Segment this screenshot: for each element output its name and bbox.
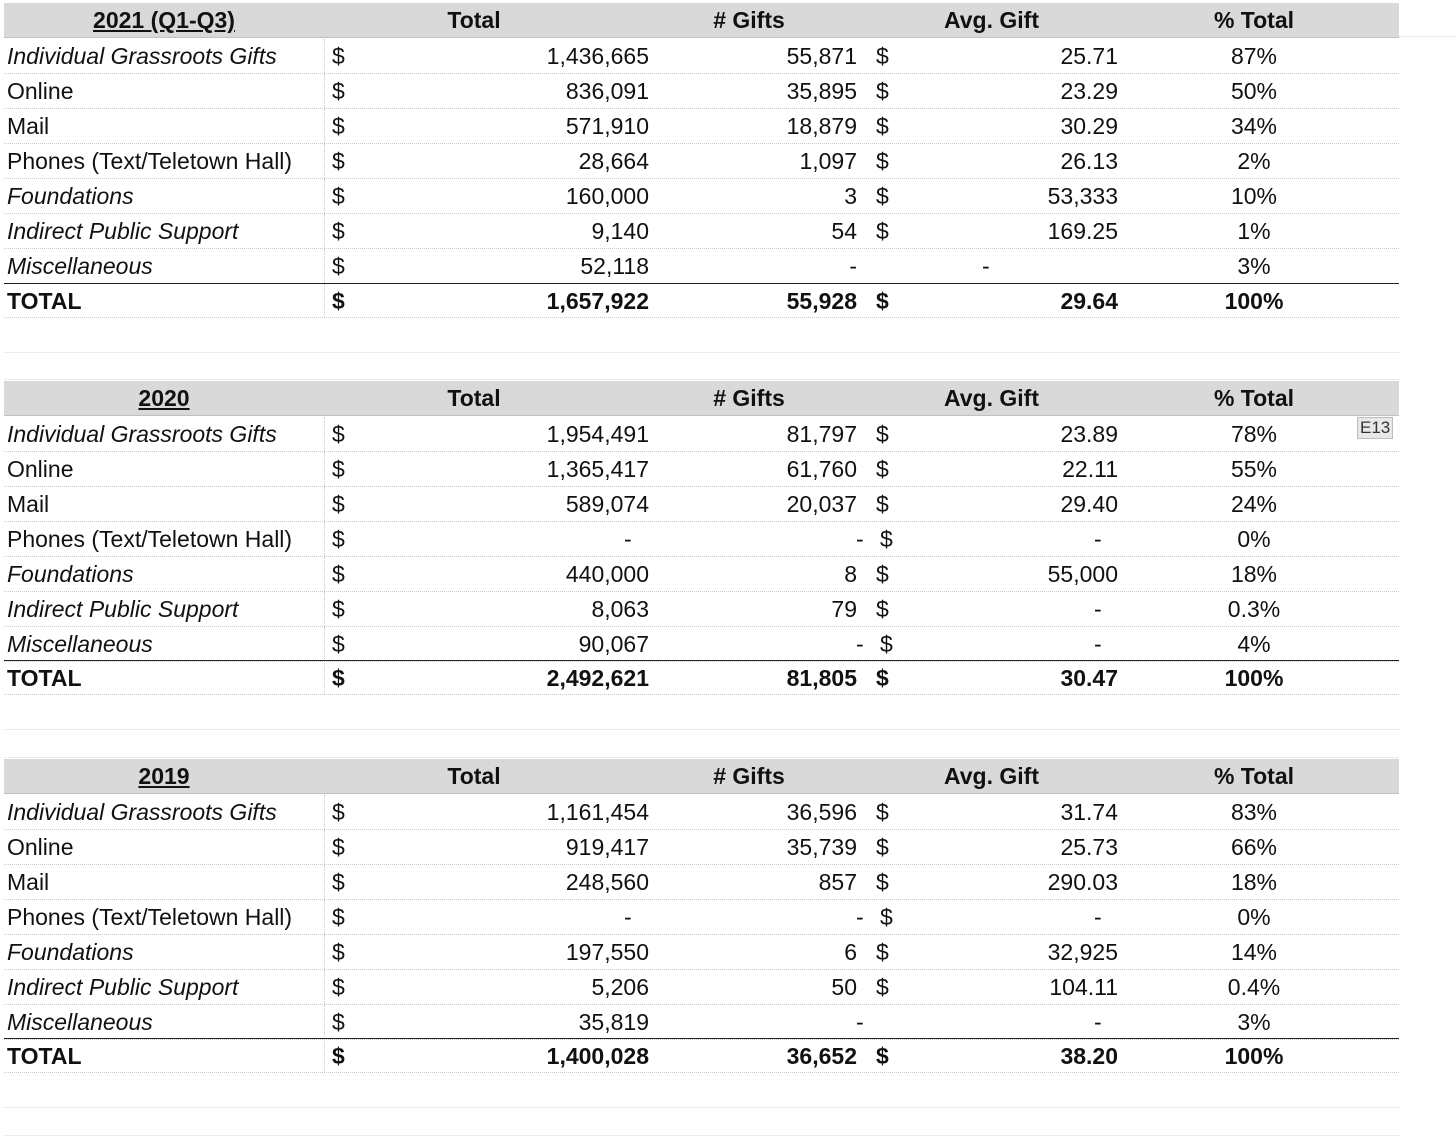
- gifts-cell[interactable]: -: [856, 1009, 864, 1035]
- currency-symbol: $: [880, 526, 893, 552]
- currency-symbol: $: [876, 288, 889, 314]
- currency-symbol: $: [332, 288, 345, 314]
- empty-row[interactable]: [4, 727, 1399, 758]
- avg-gift-cell[interactable]: -: [1094, 596, 1102, 622]
- currency-symbol: $: [332, 421, 345, 447]
- pct-total-cell[interactable]: 24%: [1230, 491, 1278, 517]
- total-cell[interactable]: 28,664: [578, 148, 649, 174]
- currency-symbol: $: [876, 596, 889, 622]
- row-label[interactable]: Foundations: [7, 939, 134, 965]
- avg-gift-cell[interactable]: 23.89: [1060, 421, 1118, 447]
- currency-symbol: $: [876, 113, 889, 139]
- row-label[interactable]: Mail: [7, 113, 50, 139]
- col-header-total[interactable]: Total: [447, 763, 501, 789]
- total-cell[interactable]: 52,118: [580, 253, 649, 279]
- row-label[interactable]: Indirect Public Support: [7, 596, 239, 622]
- empty-row[interactable]: [4, 349, 1399, 380]
- gifts-cell[interactable]: 1,097: [799, 148, 857, 174]
- empty-row[interactable]: [4, 1105, 1399, 1136]
- empty-row[interactable]: [4, 695, 1399, 730]
- avg-gift-cell[interactable]: 31.74: [1060, 799, 1118, 825]
- avg-gift-cell[interactable]: 30.47: [1060, 665, 1118, 691]
- col-header-gifts[interactable]: # Gifts: [713, 7, 785, 33]
- gifts-cell[interactable]: 81,805: [786, 665, 857, 691]
- grid-edge-line: [1399, 36, 1456, 37]
- gifts-cell[interactable]: 35,739: [786, 834, 857, 860]
- pct-total-cell[interactable]: 100%: [1224, 288, 1284, 314]
- total-row[interactable]: [4, 1038, 1399, 1073]
- total-cell[interactable]: -: [624, 904, 632, 930]
- pct-total-cell[interactable]: 3%: [1237, 253, 1271, 279]
- currency-symbol: $: [876, 421, 889, 447]
- currency-symbol: $: [332, 148, 345, 174]
- total-cell[interactable]: 2,492,621: [546, 665, 649, 691]
- total-cell[interactable]: 440,000: [565, 561, 649, 587]
- currency-symbol: $: [876, 665, 889, 691]
- col-header-total[interactable]: Total: [447, 7, 501, 33]
- gifts-cell[interactable]: 54: [831, 218, 857, 244]
- pct-total-cell[interactable]: 4%: [1237, 631, 1271, 657]
- currency-symbol: $: [880, 631, 893, 657]
- gifts-cell[interactable]: 3: [844, 183, 857, 209]
- gifts-cell[interactable]: 35,895: [786, 78, 857, 104]
- avg-gift-cell[interactable]: 53,333: [1047, 183, 1118, 209]
- currency-symbol: $: [332, 939, 345, 965]
- avg-gift-cell[interactable]: 23.29: [1060, 78, 1118, 104]
- section-year-heading[interactable]: 2020: [138, 385, 190, 411]
- row-label[interactable]: Miscellaneous: [7, 253, 153, 279]
- gifts-cell[interactable]: 857: [818, 869, 857, 895]
- total-cell[interactable]: 248,560: [565, 869, 649, 895]
- col-header-avg-gift[interactable]: Avg. Gift: [944, 763, 1039, 789]
- currency-symbol: $: [876, 78, 889, 104]
- gifts-cell[interactable]: -: [856, 526, 864, 552]
- col-header-pct-total[interactable]: % Total: [1213, 385, 1295, 411]
- currency-symbol: $: [332, 869, 345, 895]
- pct-total-cell[interactable]: 0%: [1237, 526, 1271, 552]
- currency-symbol: $: [332, 253, 345, 279]
- pct-total-cell[interactable]: 3%: [1237, 1009, 1271, 1035]
- total-cell[interactable]: 836,091: [565, 78, 649, 104]
- row-label[interactable]: Phones (Text/Teletown Hall): [7, 526, 293, 552]
- gifts-cell[interactable]: 20,037: [786, 491, 857, 517]
- total-row[interactable]: [4, 283, 1399, 318]
- currency-symbol: $: [876, 491, 889, 517]
- currency-symbol: $: [332, 218, 345, 244]
- total-cell[interactable]: 589,074: [565, 491, 649, 517]
- row-label[interactable]: Foundations: [7, 183, 134, 209]
- row-label[interactable]: Mail: [7, 869, 50, 895]
- total-cell[interactable]: 197,550: [565, 939, 649, 965]
- currency-symbol: $: [332, 183, 345, 209]
- gifts-cell[interactable]: 81,797: [786, 421, 857, 447]
- gifts-cell[interactable]: 55,871: [786, 43, 857, 69]
- table-row[interactable]: [4, 900, 1399, 935]
- avg-gift-cell[interactable]: 38.20: [1060, 1043, 1118, 1069]
- col-header-gifts[interactable]: # Gifts: [713, 763, 785, 789]
- gifts-cell[interactable]: -: [849, 253, 857, 279]
- currency-symbol: $: [876, 974, 889, 1000]
- col-header-total[interactable]: Total: [447, 385, 501, 411]
- col-header-pct-total[interactable]: % Total: [1213, 7, 1295, 33]
- pct-total-cell[interactable]: 1%: [1237, 218, 1271, 244]
- currency-symbol: $: [880, 904, 893, 930]
- row-label[interactable]: TOTAL: [7, 288, 82, 314]
- currency-symbol: $: [876, 939, 889, 965]
- total-cell[interactable]: 1,161,454: [546, 799, 649, 825]
- gifts-cell[interactable]: 61,760: [786, 456, 857, 482]
- currency-symbol: $: [876, 456, 889, 482]
- pct-total-cell[interactable]: 0%: [1237, 904, 1271, 930]
- row-label[interactable]: TOTAL: [7, 1043, 82, 1069]
- pct-total-cell[interactable]: 14%: [1230, 939, 1278, 965]
- row-label[interactable]: Phones (Text/Teletown Hall): [7, 904, 293, 930]
- col-header-pct-total[interactable]: % Total: [1213, 763, 1295, 789]
- avg-gift-cell[interactable]: 22.11: [1062, 456, 1118, 482]
- gifts-cell[interactable]: -: [856, 631, 864, 657]
- pct-total-cell[interactable]: 0.4%: [1227, 974, 1281, 1000]
- col-header-gifts[interactable]: # Gifts: [713, 385, 785, 411]
- gifts-cell[interactable]: 36,596: [786, 799, 857, 825]
- table-row[interactable]: [4, 830, 1399, 865]
- row-label[interactable]: Online: [7, 834, 74, 860]
- pct-total-cell[interactable]: 0.3%: [1227, 596, 1281, 622]
- table-row[interactable]: [4, 487, 1399, 522]
- avg-gift-cell[interactable]: 169.25: [1047, 218, 1118, 244]
- table-row[interactable]: [4, 179, 1399, 214]
- table-row[interactable]: [4, 865, 1399, 900]
- section-year-heading[interactable]: 2021 (Q1-Q3): [93, 7, 235, 33]
- row-label[interactable]: TOTAL: [7, 665, 82, 691]
- table-row[interactable]: [4, 935, 1399, 970]
- pct-total-cell[interactable]: 87%: [1230, 43, 1278, 69]
- currency-symbol: $: [332, 665, 345, 691]
- row-label[interactable]: Miscellaneous: [7, 1009, 153, 1035]
- row-label[interactable]: Indirect Public Support: [7, 974, 239, 1000]
- table-row[interactable]: [4, 970, 1399, 1005]
- pct-total-cell[interactable]: 78%: [1230, 421, 1278, 447]
- total-cell[interactable]: 919,417: [565, 834, 649, 860]
- avg-gift-cell[interactable]: 55,000: [1047, 561, 1118, 587]
- gifts-cell[interactable]: 18,879: [786, 113, 857, 139]
- total-cell[interactable]: 35,819: [578, 1009, 649, 1035]
- gifts-cell[interactable]: 6: [844, 939, 857, 965]
- table-row[interactable]: [4, 144, 1399, 179]
- currency-symbol: $: [876, 799, 889, 825]
- cell-reference-tag: E13: [1357, 417, 1393, 439]
- pct-total-cell[interactable]: 18%: [1230, 561, 1278, 587]
- row-label[interactable]: Individual Grassroots Gifts: [7, 421, 277, 447]
- avg-gift-dash[interactable]: -: [982, 253, 990, 279]
- row-label[interactable]: Online: [7, 456, 74, 482]
- table-row[interactable]: [4, 452, 1399, 487]
- pct-total-cell[interactable]: 18%: [1230, 869, 1278, 895]
- avg-gift-cell[interactable]: -: [1094, 526, 1102, 552]
- table-row[interactable]: [4, 557, 1399, 592]
- table-row[interactable]: [4, 627, 1399, 662]
- total-cell[interactable]: 90,067: [578, 631, 649, 657]
- pct-total-cell[interactable]: 100%: [1224, 1043, 1284, 1069]
- row-label[interactable]: Foundations: [7, 561, 134, 587]
- pct-total-cell[interactable]: 10%: [1230, 183, 1278, 209]
- section-year-heading[interactable]: 2019: [138, 763, 190, 789]
- pct-total-cell[interactable]: 100%: [1224, 665, 1284, 691]
- row-label[interactable]: Individual Grassroots Gifts: [7, 799, 277, 825]
- table-row[interactable]: [4, 522, 1399, 557]
- pct-total-cell[interactable]: 66%: [1230, 834, 1278, 860]
- avg-gift-cell[interactable]: 104.11: [1049, 974, 1118, 1000]
- table-row[interactable]: [4, 795, 1399, 830]
- avg-gift-cell[interactable]: 32,925: [1047, 939, 1118, 965]
- row-label[interactable]: Miscellaneous: [7, 631, 153, 657]
- gifts-cell[interactable]: 79: [831, 596, 857, 622]
- gifts-cell[interactable]: -: [856, 904, 864, 930]
- currency-symbol: $: [332, 904, 345, 930]
- gifts-cell[interactable]: 36,652: [786, 1043, 857, 1069]
- avg-gift-cell[interactable]: 30.29: [1060, 113, 1118, 139]
- avg-gift-cell[interactable]: -: [1094, 904, 1102, 930]
- total-cell[interactable]: -: [624, 526, 632, 552]
- currency-symbol: $: [332, 834, 345, 860]
- currency-symbol: $: [332, 1043, 345, 1069]
- currency-symbol: $: [876, 1043, 889, 1069]
- total-cell[interactable]: 8,063: [591, 596, 649, 622]
- avg-gift-cell[interactable]: 290.03: [1047, 869, 1118, 895]
- currency-symbol: $: [332, 596, 345, 622]
- currency-symbol: $: [332, 491, 345, 517]
- avg-gift-cell[interactable]: 29.64: [1060, 288, 1118, 314]
- currency-symbol: $: [332, 78, 345, 104]
- empty-row[interactable]: [4, 1073, 1399, 1108]
- section-header-row[interactable]: [4, 759, 1399, 794]
- table-row[interactable]: [4, 417, 1399, 452]
- col-header-avg-gift[interactable]: Avg. Gift: [944, 385, 1039, 411]
- col-header-avg-gift[interactable]: Avg. Gift: [944, 7, 1039, 33]
- total-row[interactable]: [4, 660, 1399, 695]
- avg-gift-cell[interactable]: -: [1094, 1009, 1102, 1035]
- row-label[interactable]: Individual Grassroots Gifts: [7, 43, 277, 69]
- total-cell[interactable]: 571,910: [565, 113, 649, 139]
- currency-symbol: $: [332, 456, 345, 482]
- currency-symbol: $: [876, 869, 889, 895]
- currency-symbol: $: [876, 148, 889, 174]
- currency-symbol: $: [876, 183, 889, 209]
- currency-symbol: $: [332, 974, 345, 1000]
- total-cell[interactable]: 1,365,417: [546, 456, 649, 482]
- currency-symbol: $: [332, 799, 345, 825]
- table-row[interactable]: [4, 109, 1399, 144]
- currency-symbol: $: [332, 43, 345, 69]
- pct-total-cell[interactable]: 34%: [1230, 113, 1278, 139]
- gifts-cell[interactable]: 55,928: [786, 288, 857, 314]
- table-row[interactable]: [4, 249, 1399, 284]
- currency-symbol: $: [332, 113, 345, 139]
- total-cell[interactable]: 5,206: [591, 974, 649, 1000]
- currency-symbol: $: [332, 1009, 345, 1035]
- empty-row[interactable]: [4, 318, 1399, 353]
- gifts-cell[interactable]: 8: [844, 561, 857, 587]
- currency-symbol: $: [332, 526, 345, 552]
- row-label[interactable]: Phones (Text/Teletown Hall): [7, 148, 293, 174]
- pct-total-cell[interactable]: 83%: [1230, 799, 1278, 825]
- table-row[interactable]: [4, 214, 1399, 249]
- avg-gift-cell[interactable]: 26.13: [1060, 148, 1118, 174]
- table-row[interactable]: [4, 74, 1399, 109]
- pct-total-cell[interactable]: 55%: [1230, 456, 1278, 482]
- row-label[interactable]: Online: [7, 78, 74, 104]
- avg-gift-cell[interactable]: -: [1094, 631, 1102, 657]
- table-row[interactable]: [4, 39, 1399, 74]
- total-cell[interactable]: 9,140: [591, 218, 649, 244]
- avg-gift-cell[interactable]: 29.40: [1060, 491, 1118, 517]
- currency-symbol: $: [332, 631, 345, 657]
- table-row[interactable]: [4, 592, 1399, 627]
- total-cell[interactable]: 1,400,028: [546, 1043, 649, 1069]
- section-header-row[interactable]: [4, 381, 1399, 416]
- row-label[interactable]: Mail: [7, 491, 50, 517]
- currency-symbol: $: [876, 561, 889, 587]
- gifts-cell[interactable]: 50: [831, 974, 857, 1000]
- total-cell[interactable]: 1,657,922: [546, 288, 649, 314]
- pct-total-cell[interactable]: 50%: [1230, 78, 1278, 104]
- avg-gift-cell[interactable]: 25.73: [1060, 834, 1118, 860]
- currency-symbol: $: [876, 43, 889, 69]
- pct-total-cell[interactable]: 2%: [1237, 148, 1271, 174]
- table-row[interactable]: [4, 1005, 1399, 1040]
- section-header-row[interactable]: [4, 3, 1399, 38]
- currency-symbol: $: [332, 561, 345, 587]
- currency-symbol: $: [876, 834, 889, 860]
- total-cell[interactable]: 160,000: [565, 183, 649, 209]
- currency-symbol: $: [876, 218, 889, 244]
- total-cell[interactable]: 1,954,491: [546, 421, 649, 447]
- row-label[interactable]: Indirect Public Support: [7, 218, 239, 244]
- avg-gift-cell[interactable]: 25.71: [1060, 43, 1118, 69]
- total-cell[interactable]: 1,436,665: [546, 43, 649, 69]
